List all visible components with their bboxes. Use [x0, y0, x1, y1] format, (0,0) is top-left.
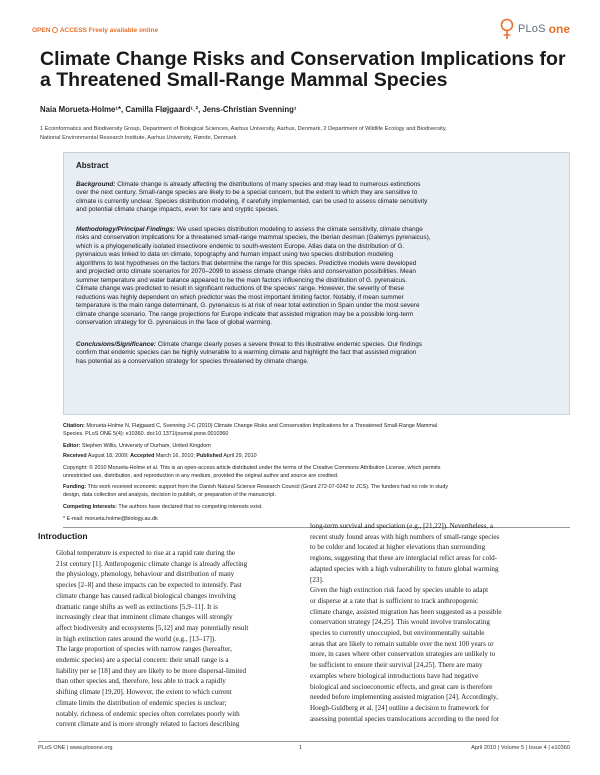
competing-interests [63, 503, 570, 511]
body-line: The large proportion of species with narrow ranges (hereafter, [56, 645, 232, 654]
body-line: species [2–8] and these impacts can be expected to intensify. Past [56, 581, 242, 590]
published-label: Published [196, 453, 223, 459]
copyright-block [63, 464, 570, 481]
footer-divider [38, 741, 570, 742]
body-line: affect biodiversity and ecosystems [5,12] and may potentially result [56, 623, 249, 632]
footer-issue: April 2010 | Volume 5 | Issue 4 | e10360 [471, 745, 570, 751]
footer-journal: PLoS ONE | www.plosone.org [38, 745, 113, 751]
free-text: Freely available online [88, 27, 159, 34]
body-line: 21st century [1]. Anthropogenic climate change is already affecting [56, 559, 248, 568]
introduction-heading: Introduction [38, 531, 88, 541]
dates-line [63, 452, 570, 460]
published-date: April 29, 2010 [223, 453, 257, 459]
footer-page-number: 1 [299, 745, 303, 751]
body-line: shifting climate [19,20]. However, the extent to which current [56, 688, 232, 697]
body-line: biological and socioeconomic effects, and great care is therefore [310, 682, 493, 691]
body-line: climate change has caused radical biological changes involving [56, 591, 236, 600]
body-line: than other species and, therefore, less able to track a rapidly [56, 677, 226, 686]
body-line: be sufficient to ensure their survival [24,25]. There are many [310, 661, 483, 670]
body-line: dramatic range shifts as well as extinctions [5,9–11]. It is [56, 602, 218, 611]
abstract-line: confirm that endemic species can be highly vulnerable to a warming climate and highlight the fact that assisted migration [76, 349, 417, 357]
body-line: long-term survival and speciation (e.g., [21,22]). Nevertheless, a [310, 522, 494, 530]
access-label: ACCESS [59, 27, 87, 34]
body-line: to be colder and located at higher elevations than surrounding [310, 543, 486, 552]
abstract-background [76, 181, 561, 215]
funding-line: This work received economic support from the Danish Natural Science Research Council (Grant 272-07-0242 to JCS). The funders had no role in study [87, 484, 449, 490]
email-line: * E-mail: morueta.holme@biology.au.dk [63, 516, 158, 522]
article-title [40, 49, 570, 91]
competing-text: The authors have declared that no competing interests exist. [118, 504, 263, 510]
body-line: more, in cases where other conservation strategies are unlikely to [310, 650, 496, 659]
body-line: needed before implementing assisted migration [24]. Accordingly, [310, 693, 498, 702]
body-line: or disperse at a rate that is sufficient to track anthropogenic [310, 596, 479, 605]
body-line: regions, suggesting that these are interglacial refict areas for cold- [310, 554, 497, 563]
abstract-line: Climate change clearly poses a severe threat to this illustrative endemic species. Our findings [157, 341, 422, 348]
body-line: climate change, assisted migration has been suggested as a possible [310, 607, 502, 616]
logo-plos-text: PLoS [517, 23, 546, 35]
abstract-line: Climate change was predicted to result in significant reductions of the species' range. However, the severity of these [76, 285, 405, 293]
abstract-line: algorithms to test hypotheses on the factors that determine the range for this species. Predictive models were developed [76, 259, 417, 267]
open-access-lock-icon [52, 27, 58, 33]
abstract-line: over the next century. Small-range species are likely to be a special concern, but the extent to which they are sensitive to [76, 189, 418, 197]
funding-block [63, 483, 570, 500]
right-column-text [310, 521, 570, 724]
body-line: the physiology, phenology, behaviour and distribution of many [56, 570, 235, 579]
abstract-line: and potential climate change impacts, even for rare and cryptic species. [76, 206, 279, 214]
title-line: a Threatened Small-Range Mammal Species [40, 69, 448, 91]
abstract-line: climate is currently unclear. Species distribution modeling, if carefully implemented, can be used to assess climate sensitivity [76, 197, 428, 205]
body-line: conservation strategy [24,25]. This would involve translocating [310, 618, 490, 627]
competing-label: Competing Interests: [63, 504, 117, 510]
abstract-line: pyrenaicus was linked to data on climate, topography and human impact using two species distribution modeling [76, 251, 394, 259]
left-column-text [56, 548, 292, 730]
body-line: species to currently unoccupied, but environmentally suitable [310, 629, 485, 638]
conclusions-label: Conclusions/Significance: [76, 341, 156, 348]
body-line: recent study found areas with high numbers of small-range species [310, 532, 500, 541]
abstract-conclusions [76, 341, 561, 366]
abstract-line: has potential as a conservation strategy for species threatened by climate change. [76, 357, 309, 365]
abstract-box [63, 152, 570, 415]
abstract-methods [76, 226, 561, 327]
funding-line: design, data collection and analysis, decision to publish, or preparation of the manuscript. [63, 492, 277, 499]
body-line: assessing potential species translocations according to the need for [310, 714, 500, 723]
body-line: Global temperature is expected to rise at a rapid rate during the [56, 549, 236, 557]
body-line: in high extinction rates around the world (e.g., [13–17]). [56, 634, 216, 643]
background-label: Background: [76, 181, 116, 188]
editor-name: Stephen Willis, University of Durham, United Kingdom [81, 443, 211, 449]
author-list: Naia Morueta-Holme¹*, Camilla Fløjgaard¹˒², Jens-Christian Svenning¹ [40, 105, 297, 114]
plos-one-logo [499, 18, 570, 40]
accepted-date: March 16, 2010; [155, 453, 195, 459]
abstract-line: We used species distribution modeling to assess the climate sensitivity, climate change [176, 226, 423, 233]
body-line: [23]. [310, 575, 324, 584]
accepted-label: Accepted [130, 453, 155, 459]
body-line: endemic species) are a special concern: their small range is a [56, 656, 229, 665]
abstract-line: reductions was highly dependent on which predictor was the most important limiting factor. Notably, if mean summer [76, 293, 404, 301]
abstract-line: risks and conservation implications for a threatened small-range mammal species, the Iberian desman (Galemys pyrenaicus), [76, 234, 431, 242]
funding-label: Funding: [63, 484, 87, 490]
body-line: increasingly clear that imminent climate changes will strongly [56, 613, 233, 622]
abstract-line: which is a phylogenetically isolated insectivore endemic to south-western Europe. Atlas data on the distribution of G. [76, 242, 405, 250]
abstract-line: summer temperature and water balance appeared to be the main factors influencing the distribution of G. pyrenaicus. [76, 276, 408, 284]
received-date: August 18, 2009; [87, 453, 129, 459]
affiliation-line: National Environmental Research Institute, Aarhus University, Rønde, Denmark [40, 135, 237, 141]
logo-one-text: one [548, 22, 570, 36]
abstract-line: Climate change is already affecting the distributions of many species and may lead to numerous extinctions [117, 181, 421, 188]
body-line: Hoegh-Guldberg et al. [24] outline a decision to framework for [310, 703, 490, 712]
body-line: Given the high extinction risk faced by species unable to adapt [310, 586, 489, 595]
abstract-line: temperature is the main range determinant, G. pyrenaicus is at risk of near total extinction in Spain under the most severe [76, 302, 420, 310]
open-label: OPEN [32, 27, 51, 34]
citation-line: Species. PLoS ONE 5(4): e10360. doi:10.1371/journal.pone.0010360 [63, 431, 229, 438]
body-line: notably, richness of endemic species often correlates poorly with [56, 709, 240, 718]
abstract-heading: Abstract [76, 161, 109, 170]
copyright-line: Copyright: © 2010 Morueta-Holme et al. This is an open-access article distributed under the terms of the Creative Commons Attribution License, which permits [63, 465, 441, 471]
affiliations [40, 125, 565, 143]
affiliation-line: 1 Ecoinformatics and Biodiversity Group, Department of Biological Sciences, Aarhus University, Aarhus, Denmark, 2 Department of Wildlife Ecology and Biodiversity, [40, 126, 447, 132]
body-line: liability per se [18] and they are likely to be more dispersal-limited [56, 666, 247, 675]
body-line: areas that are likely to remain suitable over the next 100 years or [310, 639, 494, 648]
body-line: adapted species with a high vulnerability to future global warming [310, 564, 499, 573]
body-line: examples where biological introductions have had negative [310, 671, 479, 680]
citation-line: Morueta-Holme N, Fløjgaard C, Svenning J-C (2010) Climate Change Risks and Conservation Implications for a Threatened Small-Range Mammal [86, 423, 438, 429]
copyright-line: unrestricted use, distribution, and reproduction in any medium, provided the original author and source are credited. [63, 473, 339, 480]
methods-label: Methodology/Principal Findings: [76, 226, 176, 233]
body-line: climate limits the distribution of endemic species is unclear; [56, 698, 227, 707]
citation-label: Citation: [63, 423, 85, 429]
open-access-banner [32, 27, 158, 34]
plos-logo-icon [499, 18, 515, 40]
body-line: current climate and is more strongly related to factors describing [56, 720, 240, 729]
editor-line [63, 442, 570, 450]
editor-label: Editor: [63, 443, 81, 449]
abstract-line: climate change scenario. The range projections for Europe indicate that assisted migration may be a possible long-term [76, 310, 414, 318]
title-line: Climate Change Risks and Conservation Implications for [40, 48, 566, 70]
received-label: Received [63, 453, 87, 459]
citation-block [63, 422, 570, 439]
abstract-line: and projected onto climate scenarios for 2070–2099 to assess climate change risks and conservation possibilities. Mean [76, 268, 416, 276]
abstract-line: conservation strategy for G. pyrenaicus in the face of global warming. [76, 318, 273, 326]
